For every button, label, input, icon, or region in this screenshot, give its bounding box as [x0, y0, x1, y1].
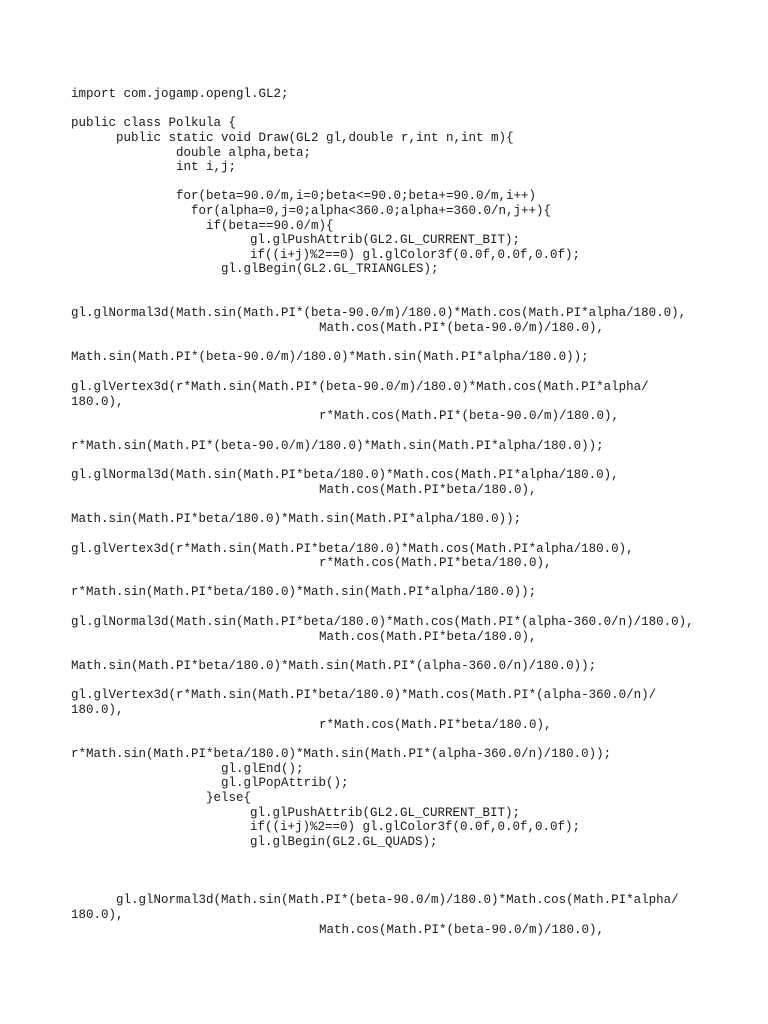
code-line: for(beta=90.0/m,i=0;beta<=90.0;beta+=90.0/m,i++)	[176, 189, 537, 203]
code-line: gl.glVertex3d(r*Math.sin(Math.PI*beta/180.0)*Math.cos(Math.PI*(alpha-360.0/n)/	[71, 688, 657, 702]
code-line: Math.sin(Math.PI*(beta-90.0/m)/180.0)*Math.sin(Math.PI*alpha/180.0));	[71, 350, 589, 364]
code-line: 180.0),	[71, 395, 124, 409]
code-line: r*Math.cos(Math.PI*beta/180.0),	[319, 718, 552, 732]
code-line: gl.glNormal3d(Math.sin(Math.PI*(beta-90.0/m)/180.0)*Math.cos(Math.PI*alpha/	[116, 893, 679, 907]
code-line: r*Math.cos(Math.PI*beta/180.0),	[319, 556, 552, 570]
code-line: if(beta==90.0/m){	[206, 219, 334, 233]
code-line: r*Math.sin(Math.PI*(beta-90.0/m)/180.0)*Math.sin(Math.PI*alpha/180.0));	[71, 439, 604, 453]
code-line: int i,j;	[176, 160, 237, 174]
code-line: public static void Draw(GL2 gl,double r,int n,int m){	[116, 131, 514, 145]
code-line: gl.glPopAttrib();	[221, 776, 349, 790]
code-line: for(alpha=0,j=0;alpha<360.0;alpha+=360.0/n,j++){	[191, 204, 552, 218]
code-line: gl.glPushAttrib(GL2.GL_CURRENT_BIT);	[250, 233, 521, 247]
code-line: Math.cos(Math.PI*beta/180.0),	[319, 630, 537, 644]
code-line: r*Math.sin(Math.PI*beta/180.0)*Math.sin(Math.PI*(alpha-360.0/n)/180.0));	[71, 747, 612, 761]
code-line: Math.cos(Math.PI*(beta-90.0/m)/180.0),	[319, 321, 605, 335]
code-line: import com.jogamp.opengl.GL2;	[71, 87, 289, 101]
code-line: gl.glBegin(GL2.GL_QUADS);	[250, 835, 438, 849]
code-line: gl.glNormal3d(Math.sin(Math.PI*beta/180.0)*Math.cos(Math.PI*(alpha-360.0/n)/180.0),	[71, 615, 694, 629]
code-line: Math.cos(Math.PI*(beta-90.0/m)/180.0),	[319, 923, 605, 937]
code-line: if((i+j)%2==0) gl.glColor3f(0.0f,0.0f,0.0f);	[250, 248, 581, 262]
code-line: public class Polkula {	[71, 116, 237, 130]
code-line: gl.glBegin(GL2.GL_TRIANGLES);	[221, 262, 439, 276]
code-line: Math.sin(Math.PI*beta/180.0)*Math.sin(Math.PI*(alpha-360.0/n)/180.0));	[71, 659, 597, 673]
code-line: gl.glEnd();	[221, 762, 304, 776]
code-line: gl.glVertex3d(r*Math.sin(Math.PI*(beta-90.0/m)/180.0)*Math.cos(Math.PI*alpha/	[71, 380, 649, 394]
code-line: Math.sin(Math.PI*beta/180.0)*Math.sin(Math.PI*alpha/180.0));	[71, 512, 522, 526]
code-line: r*Math.sin(Math.PI*beta/180.0)*Math.sin(Math.PI*alpha/180.0));	[71, 585, 537, 599]
code-line: }else{	[206, 791, 252, 805]
code-line: 180.0),	[71, 703, 124, 717]
code-line: Math.cos(Math.PI*beta/180.0),	[319, 483, 537, 497]
code-line: if((i+j)%2==0) gl.glColor3f(0.0f,0.0f,0.0f);	[250, 820, 581, 834]
code-line: gl.glVertex3d(r*Math.sin(Math.PI*beta/180.0)*Math.cos(Math.PI*alpha/180.0),	[71, 542, 634, 556]
code-line: 180.0),	[71, 908, 124, 922]
code-line: gl.glNormal3d(Math.sin(Math.PI*beta/180.0)*Math.cos(Math.PI*alpha/180.0),	[71, 468, 619, 482]
code-line: gl.glNormal3d(Math.sin(Math.PI*(beta-90.0/m)/180.0)*Math.cos(Math.PI*alpha/180.0),	[71, 306, 687, 320]
code-line: double alpha,beta;	[176, 146, 312, 160]
code-line: r*Math.cos(Math.PI*(beta-90.0/m)/180.0),	[319, 409, 620, 423]
code-line: gl.glPushAttrib(GL2.GL_CURRENT_BIT);	[250, 806, 521, 820]
